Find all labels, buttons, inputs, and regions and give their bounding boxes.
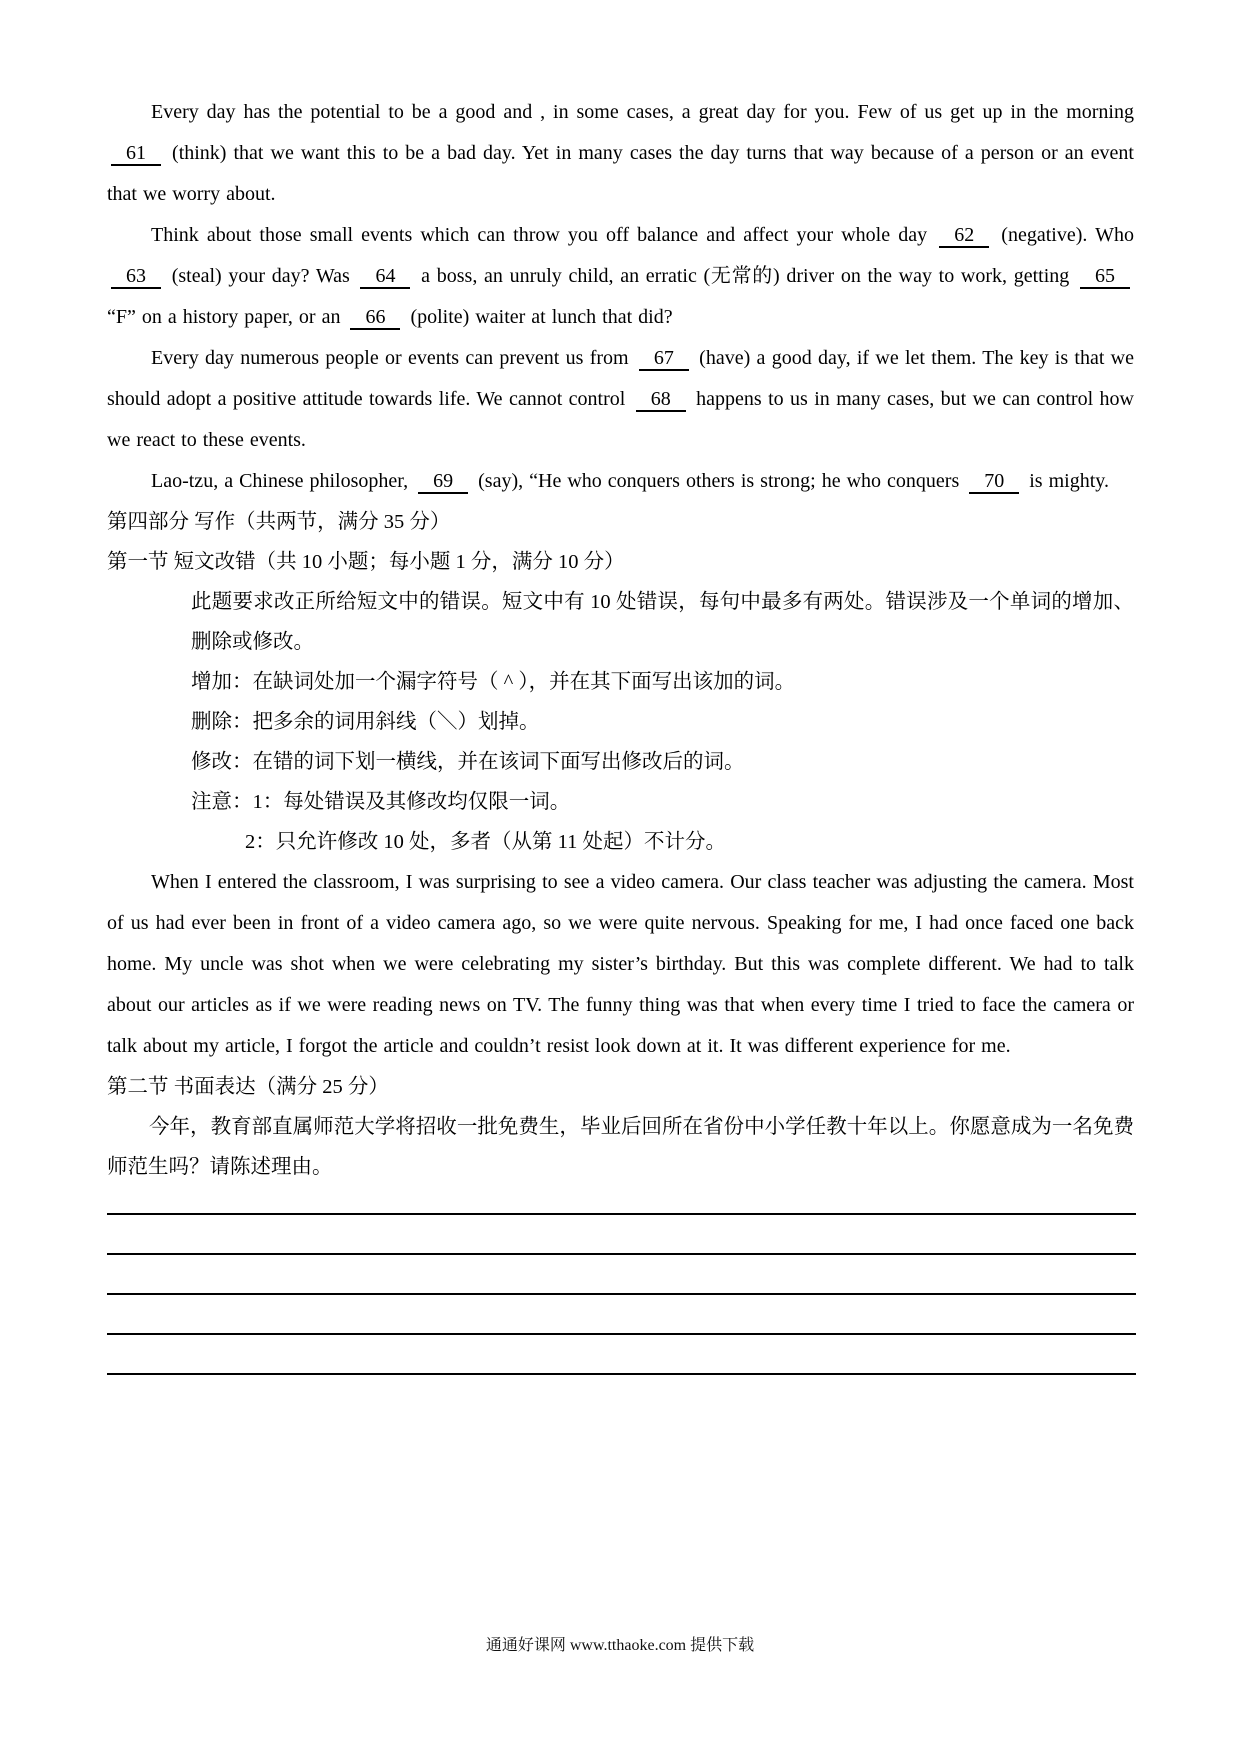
answer-lines (107, 1213, 1134, 1375)
writing-prompt: 今年，教育部直属师范大学将招收一批免费生，毕业后回所在省份中小学任教十年以上。你愿意成为一名免费师范生吗？请陈述理由。 (107, 1116, 1134, 1178)
cloze-para-3: Every day numerous people or events can prevent us from 67 (have) a good day, if we let them. The key is that we should adopt a positive attitude towards life. We cannot control 68 happens to us in many cases, but we can control how we react to these events. (107, 347, 1134, 451)
blank-67: 67 (639, 347, 689, 371)
answer-line (107, 1253, 1136, 1255)
cloze-para-1: Every day has the potential to be a good and , in some cases, a great day for you. Few of us get up in the morning 61 (think) that we want this to be a bad day. Yet in many cases the day turns that way because of a person or an event that we worry about. (107, 101, 1134, 205)
section-heading-writing: 第二节 书面表达（满分 25 分） (107, 1076, 389, 1098)
blank-63: 63 (111, 265, 161, 289)
correction-instructions: 此题要求改正所给短文中的错误。短文中有 10 处错误，每句中最多有两处。错误涉及一个单词的增加、删除或修改。 (191, 591, 1134, 653)
answer-line (107, 1373, 1136, 1375)
answer-line (107, 1333, 1136, 1335)
blank-64: 64 (360, 265, 410, 289)
correction-passage: When I entered the classroom, I was surprising to see a video camera. Our class teacher was adjusting the camera. Most of us had ever been in front of a video camera ago, so we were quite nervous. Speaking for me, I had once faced one back home. My uncle was shot when we were celebrating my sister’s birthday. But this was complete different. We had to talk about our articles as if we were reading news on TV. The funny thing was that when every time I tried to face the camera or talk about my article, I forgot the article and couldn’t resist look down at it. It was different experience for me. (107, 871, 1134, 1057)
instruction-modify: 修改：在错的词下划一横线，并在该词下面写出修改后的词。 (191, 751, 745, 773)
section-heading-correction: 第一节 短文改错（共 10 小题；每小题 1 分，满分 10 分） (107, 551, 625, 573)
blank-70: 70 (969, 470, 1019, 494)
cloze-para-4: Lao-tzu, a Chinese philosopher, 69 (say), “He who conquers others is strong; he who conquers 70 is mighty. (151, 470, 1109, 492)
blank-69: 69 (418, 470, 468, 494)
blank-65: 65 (1080, 265, 1130, 289)
blank-62: 62 (939, 224, 989, 248)
blank-61: 61 (111, 142, 161, 166)
instruction-delete: 删除：把多余的词用斜线（＼）划掉。 (191, 711, 540, 733)
blank-68: 68 (636, 388, 686, 412)
instruction-note-1: 注意：1：每处错误及其修改均仅限一词。 (191, 791, 571, 813)
instruction-note-2: 2：只允许修改 10 处，多者（从第 11 处起）不计分。 (245, 831, 726, 853)
answer-line (107, 1293, 1136, 1295)
blank-66: 66 (350, 306, 400, 330)
instruction-add: 增加：在缺词处加一个漏字符号（ ^ ），并在其下面写出该加的词。 (191, 671, 796, 693)
section-heading-part4: 第四部分 写作（共两节，满分 35 分） (107, 511, 451, 533)
cloze-para-2: Think about those small events which can throw you off balance and affect your whole day 62 (negative). Who 63 (steal) your day? Was 64 a boss, an unruly child, an erratic (无常的) driver on the way to work, getting 65 “F” on a history paper, or an 66 (polite) waiter at lunch that did? (107, 224, 1134, 328)
answer-line (107, 1213, 1136, 1215)
site-footer: 通通好课网 www.tthaoke.com 提供下载 (485, 1637, 755, 1654)
